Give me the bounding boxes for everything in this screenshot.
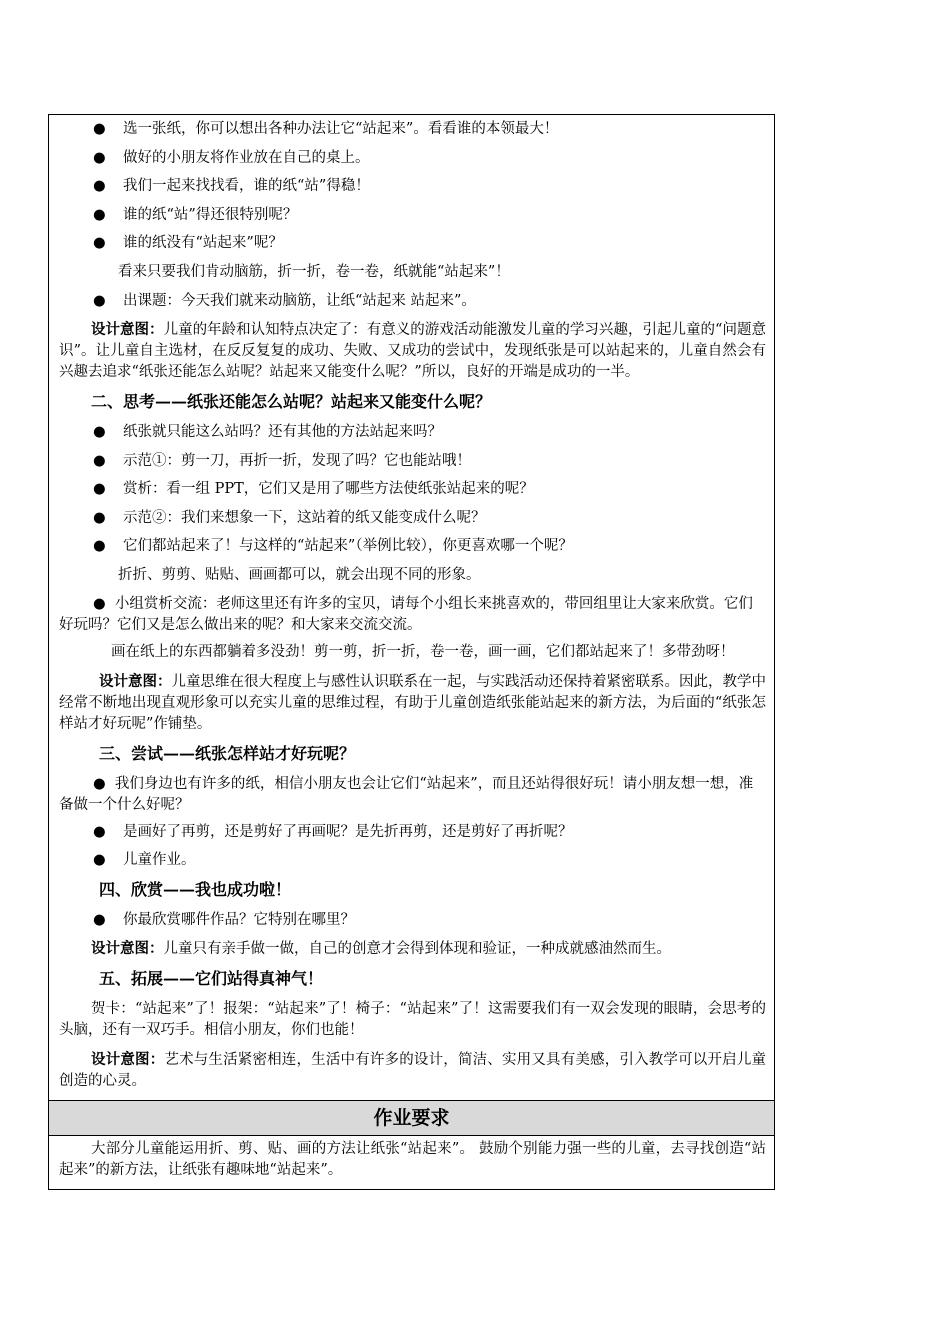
bullet-item: ● 赏析：看一组 PPT，它们又是用了哪些方法使纸张站起来的呢？: [59, 479, 766, 500]
bullet-icon: ●: [93, 149, 106, 166]
design-intent-2: 设计意图：儿童思维在很大程度上与感性认识联系在一起，与实践活动还保持着紧密联系。因此，教学中经常不断地出现直观形象可以充实儿童的思维过程，有助于儿童创造纸张能站起来的新方法，为后面的“纸张怎样站才好玩呢”作铺垫。: [59, 672, 766, 732]
bullet-item: ● 小组赏析交流：老师这里还有许多的宝贝，请每个小组长来挑喜欢的，带回组里让大家来欣赏。它们好玩吗？它们又是怎么做出来的呢？和大家来交流交流。: [59, 595, 753, 633]
bullet-item: ● 示范①：剪一刀，再折一折，发现了吗？它也能站哦！: [59, 451, 766, 472]
bullet-item: ● 纸张就只能这么站吗？还有其他的方法站起来吗？: [59, 422, 766, 443]
section-5-paragraph: 贺卡：“站起来”了！报架：“站起来”了！椅子：“站起来”了！这需要我们有一双会发现的眼睛，会思考的头脑，还有一双巧手。相信小朋友，你们也能！: [59, 1001, 766, 1038]
bullet-item: ● 儿童作业。: [59, 850, 766, 871]
bullet-icon: ●: [93, 235, 106, 251]
bullet-icon: ●: [93, 206, 106, 223]
design-intent-4: 设计意图：艺术与生活紧密相连，生活中有许多的设计，简洁、实用又具有美感，引入教学可以开启儿童创造的心灵。: [59, 1051, 766, 1089]
section-4-heading: 四、欣赏——我也成功啦！: [99, 879, 292, 899]
design-label: 设计意图：: [91, 1051, 165, 1068]
bullet-icon: ●: [93, 178, 106, 194]
bullet-icon: ●: [93, 595, 106, 612]
bullet-item: ● 示范②：我们来想象一下，这站着的纸又能变成什么呢？: [59, 508, 766, 529]
section-2-indent-text: 折折、剪剪、贴贴、画画都可以，就会出现不同的形象。: [118, 566, 481, 583]
bullet-icon: ●: [93, 823, 106, 840]
bullet-item: ● 谁的纸没有“站起来”呢？: [59, 233, 766, 254]
design-intent-1: 设计意图：儿童的年龄和认知特点决定了：有意义的游戏活动能激发儿童的学习兴趣，引起儿童的“问题意识”。让儿童自主选材，在反反复复的成功、失败、又成功的尝试中，发现纸张是可以站起来的，儿童自然会有兴趣去追求“纸张还能怎么站呢？站起来又能变什么呢？”所以，良好的开端是成功的一半。: [59, 321, 766, 380]
bullet-icon: ●: [93, 452, 106, 469]
bullet-icon: ●: [93, 481, 106, 497]
design-label: 设计意图：: [99, 672, 172, 690]
bullet-icon: ●: [93, 775, 106, 792]
section-5-heading: 五、拓展——它们站得真神气！: [99, 969, 324, 988]
bullet-icon: ●: [93, 121, 106, 137]
intro-indent-text: 看来只要我们肯动脑筋，折一折，卷一卷，纸就能“站起来”！: [118, 263, 510, 280]
section-3-heading: 三、尝试——纸张怎样站才好玩呢？: [99, 743, 356, 763]
homework-cell: [49, 1136, 774, 1189]
homework-text: 大部分儿童能运用折、剪、贴、画的方法让纸张“站起来”。 鼓励个别能力强一些的儿童，去寻找创造“站起来”的新方法，让纸张有趣味地“站起来”。: [59, 1141, 766, 1178]
lesson-content-cell: [49, 115, 774, 1100]
design-label: 设计意图：: [91, 321, 164, 338]
bullet-item: ● 我们一起来找找看，谁的纸“站”得稳！: [59, 176, 766, 197]
bullet-item: ● 谁的纸“站”得还很特别呢？: [59, 205, 766, 226]
section-2-paragraph: 画在纸上的东西都躺着多没劲！剪一剪，折一折，卷一卷，画一画，它们都站起来了！多带劲呀！: [111, 643, 735, 660]
bullet-icon: ●: [93, 292, 106, 309]
bullet-icon: ●: [93, 852, 106, 868]
homework-header: 作业要求: [49, 1100, 774, 1136]
bullet-item: ● 选一张纸，你可以想出各种办法让它“站起来”。看看谁的本领最大！: [59, 119, 766, 140]
bullet-item: ● 是画好了再剪，还是剪好了再画呢？是先折再剪，还是剪好了再折呢？: [59, 822, 766, 843]
design-intent-3: 设计意图：儿童只有亲手做一做，自己的创意才会得到体现和验证，一种成就感油然而生。: [91, 940, 671, 957]
bullet-item: ● 出课题：今天我们就来动脑筋，让纸“站起来 站起来”。: [59, 291, 766, 312]
design-label: 设计意图：: [91, 940, 164, 957]
bullet-icon: ●: [93, 911, 106, 928]
bullet-item: ● 你最欣赏哪件作品？它特别在哪里？: [59, 910, 766, 931]
lesson-table: [48, 114, 775, 1190]
section-2-heading: 二、思考——纸张还能怎么站呢？站起来又能变什么呢？: [91, 392, 492, 411]
bullet-item: ● 做好的小朋友将作业放在自己的桌上。: [59, 148, 766, 169]
bullet-icon: ●: [93, 509, 106, 526]
bullet-icon: ●: [93, 424, 106, 440]
bullet-icon: ●: [93, 538, 106, 554]
bullet-item: ● 它们都站起来了！与这样的“站起来”（举例比较），你更喜欢哪一个呢？: [59, 536, 766, 557]
bullet-item: ● 我们身边也有许多的纸，相信小朋友也会让它们“站起来”，而且还站得很好玩！请小朋友想一想，准备做一个什么好呢？: [59, 775, 754, 813]
